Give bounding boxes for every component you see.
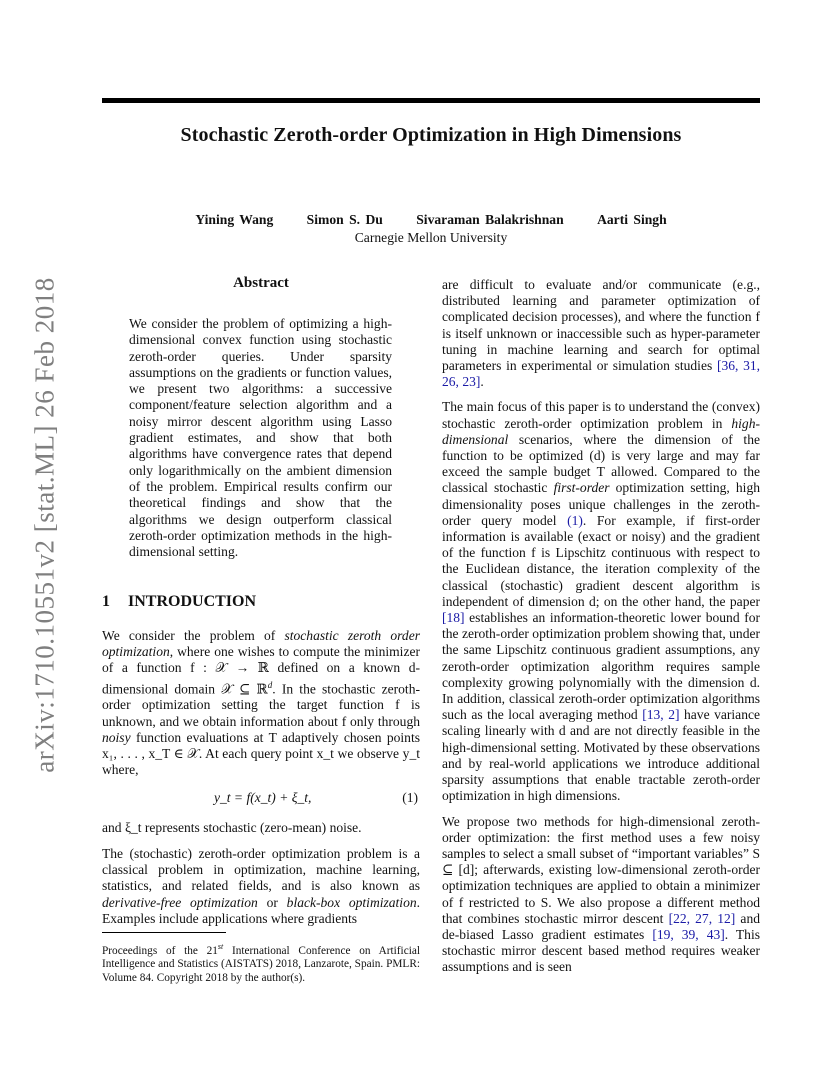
citation-link[interactable]: [36, 31, 26, 23] (442, 358, 761, 390)
citation-link[interactable]: [18] (442, 610, 465, 626)
intro-paragraph-2: and ξ_t represents stochastic (zero-mean) noise. (102, 820, 362, 835)
section-title: INTRODUCTION (128, 593, 257, 610)
equation-link[interactable]: (1) (567, 512, 583, 528)
right-paragraph-1: are difficult to evaluate and/or communicate (e.g., distributed learning and parameter optimization of complicated decision processes), and where the function f is itself unknown or inaccessible such as hyper-parameter tuning in machine learning and search for optimal parameters in experimental or simulation studies [36, 31, 26, 23]. (442, 277, 761, 390)
paper-title: Stochastic Zeroth-order Optimization in High Dimensions (180, 124, 682, 146)
intro-paragraph-3: The (stochastic) zeroth-order optimization problem is a classical problem in optimization, machine learning, statistics, and related fields, and is also known as derivative-free optimization or black-box optimization. Examples include applications where gradients (102, 846, 421, 926)
title-top-rule (102, 98, 760, 103)
footnote-rule (102, 932, 226, 933)
equation-expression: y_t = f(x_t) + ξ_t, (214, 790, 312, 805)
citation-link[interactable]: [22, 27, 12] (668, 910, 736, 926)
section-heading (102, 593, 256, 611)
right-paragraph-3: We propose two methods for high-dimensional zeroth-order optimization: the first method uses a few noisy samples to select a small subset of “important variables” S ⊆ [d]; afterwards, existing low-dimensional zeroth-order optimization techniques are applied to obtain a minimizer of f restricted to S. We also propose a different method that combines stochastic mirror descent [22, 27, 12] and de-biased Lasso gradient estimates [19, 39, 43]. This stochastic mirror descent based method requires weaker assumptions and is seen (442, 813, 760, 975)
author-name: Sivaraman Balakrishnan (416, 212, 564, 227)
author-name: Yining Wang (195, 212, 274, 227)
section-number: 1 (102, 593, 110, 610)
citation-link[interactable]: [13, 2] (642, 707, 680, 723)
arxiv-watermark: arXiv:1710.10551v2 [stat.ML] 26 Feb 2018 (29, 277, 60, 773)
affiliation: Carnegie Mellon University (354, 230, 508, 245)
author-list (102, 212, 760, 228)
author-name: Aarti Singh (597, 212, 667, 227)
abstract-body: We consider the problem of optimizing a high-dimensional convex function using stochastic zeroth-order queries. Under sparsity assumptions on the gradients or function values, we present two algorithms: a successive component/feature selection algorithm and a noisy mirror descent algorithm using Lasso gradient estimates, and show that both algorithms have convergence rates that depend only logarithmically on the ambient dimension of the problem. Empirical results confirm our theoretical findings and show that the algorithms we design outperform classical zeroth-order optimization methods in the high-dimensional setting. (129, 316, 392, 560)
equation-number: (1) (402, 790, 418, 805)
intro-paragraph-1: We consider the problem of stochastic zeroth order optimization, where one wishes to compute the minimizer of a function f : 𝒳 → ℝ defined on a known d-dimensional domain 𝒳 ⊆ ℝ$^d$. In the stochastic zeroth-order optimization setting the target function f is unknown, and we obtain information about f only through noisy function evaluations at T adaptively chosen points x₁, . . . , x_T ∈ 𝒳. At each query point x_t we observe y_t where, (102, 628, 420, 778)
right-paragraph-2: The main focus of this paper is to understand the (convex) stochastic zeroth-order optimization problem in high-dimensional scenarios, where the dimension of the function to be optimized (d) is very large and may far exceed the sample budget T allowed. Compared to the classical stochastic first-order optimization setting, high dimensionality poses unique challenges in the zeroth-order query model (1). For example, if first-order information is available (exact or noisy) and the gradient of the function f is Lipschitz continuous with respect to the Euclidean distance, the iteration complexity of the classical (stochastic) gradient descent algorithm is independent of dimension d; on the other hand, the paper [18] establishes an information-theoretic lower bound for the zeroth-order optimization problem showing that, under the same Lipschitz continuous gradient assumptions, any zeroth-order optimization algorithm requires sample complexity growing polynomially with the dimension d. In addition, classical zeroth-order optimization algorithms such as the local averaging method [13, 2] have variance scaling linearly with d and are not directly feasible in the high-dimensional setting. Motivated by these observations and by real-world applications we introduce additional sparsity assumptions that enable tractable zeroth-order optimization in high dimensions. (442, 399, 760, 804)
citation-link[interactable]: [19, 39, 43] (652, 926, 725, 942)
author-name: Simon S. Du (306, 212, 383, 227)
right-column (442, 277, 760, 976)
footnote: Proceedings of the 21st International Conference on Artificial Intelligence and Statistics (AISTATS) 2018, Lanzarote, Spain. PMLR: Volume 84. Copyright 2018 by the author(s). (102, 942, 420, 985)
abstract-heading: Abstract (233, 275, 289, 291)
